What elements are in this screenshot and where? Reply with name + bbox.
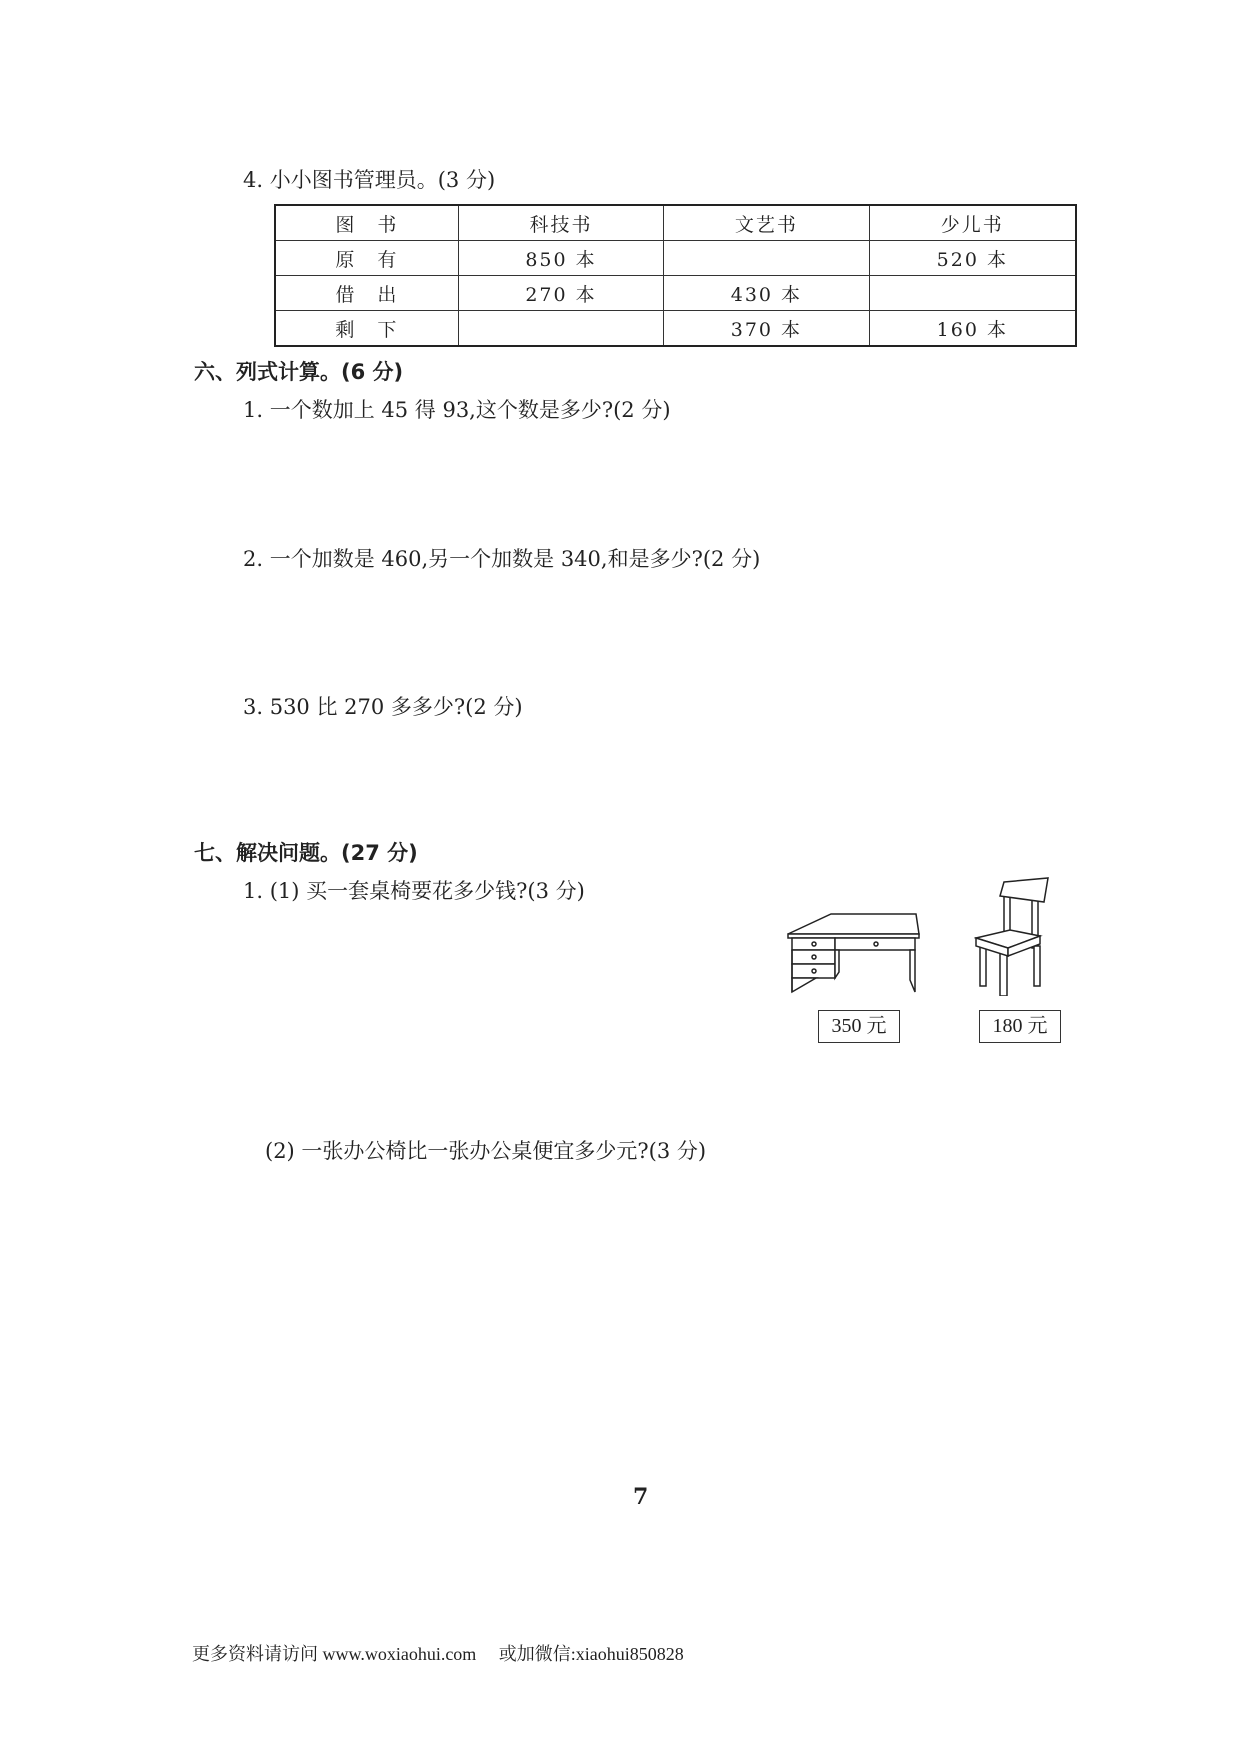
question: 2. 一个加数是 460,另一个加数是 340,和是多少?(2 分) [243, 547, 761, 571]
question: (2) 一张办公椅比一张办公桌便宜多少元?(3 分) [265, 1139, 707, 1163]
table-cell: 剩 下 [275, 311, 458, 347]
table-row [275, 276, 1076, 311]
table-cell: 520 本 [869, 241, 1076, 276]
table-header-row [275, 205, 1076, 241]
desk-image [786, 912, 931, 1004]
book-table [274, 204, 1077, 347]
table-header: 科技书 [458, 205, 663, 241]
table-cell: 借 出 [275, 276, 458, 311]
table-header: 文艺书 [664, 205, 869, 241]
table-cell [458, 311, 663, 347]
q4-title: 4. 小小图书管理员。(3 分) [243, 168, 496, 192]
table-cell: 370 本 [664, 311, 869, 347]
table-row [275, 311, 1076, 347]
table-cell [869, 276, 1076, 311]
section6-heading: 六、列式计算。(6 分) [194, 360, 404, 384]
table-header: 图 书 [275, 205, 458, 241]
table-cell: 430 本 [664, 276, 869, 311]
section7-heading: 七、解决问题。(27 分) [194, 841, 418, 865]
question: 1. 一个数加上 45 得 93,这个数是多少?(2 分) [243, 398, 671, 422]
table-header: 少儿书 [869, 205, 1076, 241]
chair-image [974, 876, 1064, 996]
table-cell: 160 本 [869, 311, 1076, 347]
table-row [275, 241, 1076, 276]
table-cell: 原 有 [275, 241, 458, 276]
question: 3. 530 比 270 多多少?(2 分) [243, 695, 523, 719]
table-cell [664, 241, 869, 276]
question: 1. (1) 买一套桌椅要花多少钱?(3 分) [243, 879, 585, 903]
table-cell: 270 本 [458, 276, 663, 311]
table-cell: 850 本 [458, 241, 663, 276]
desk-price-label: 350 元 [818, 1010, 900, 1043]
chair-price-label: 180 元 [979, 1010, 1061, 1043]
footer-text: 更多资料请访问 www.woxiaohui.com 或加微信:xiaohui850828 [192, 1644, 684, 1664]
page-number: 7 [633, 1484, 649, 1510]
